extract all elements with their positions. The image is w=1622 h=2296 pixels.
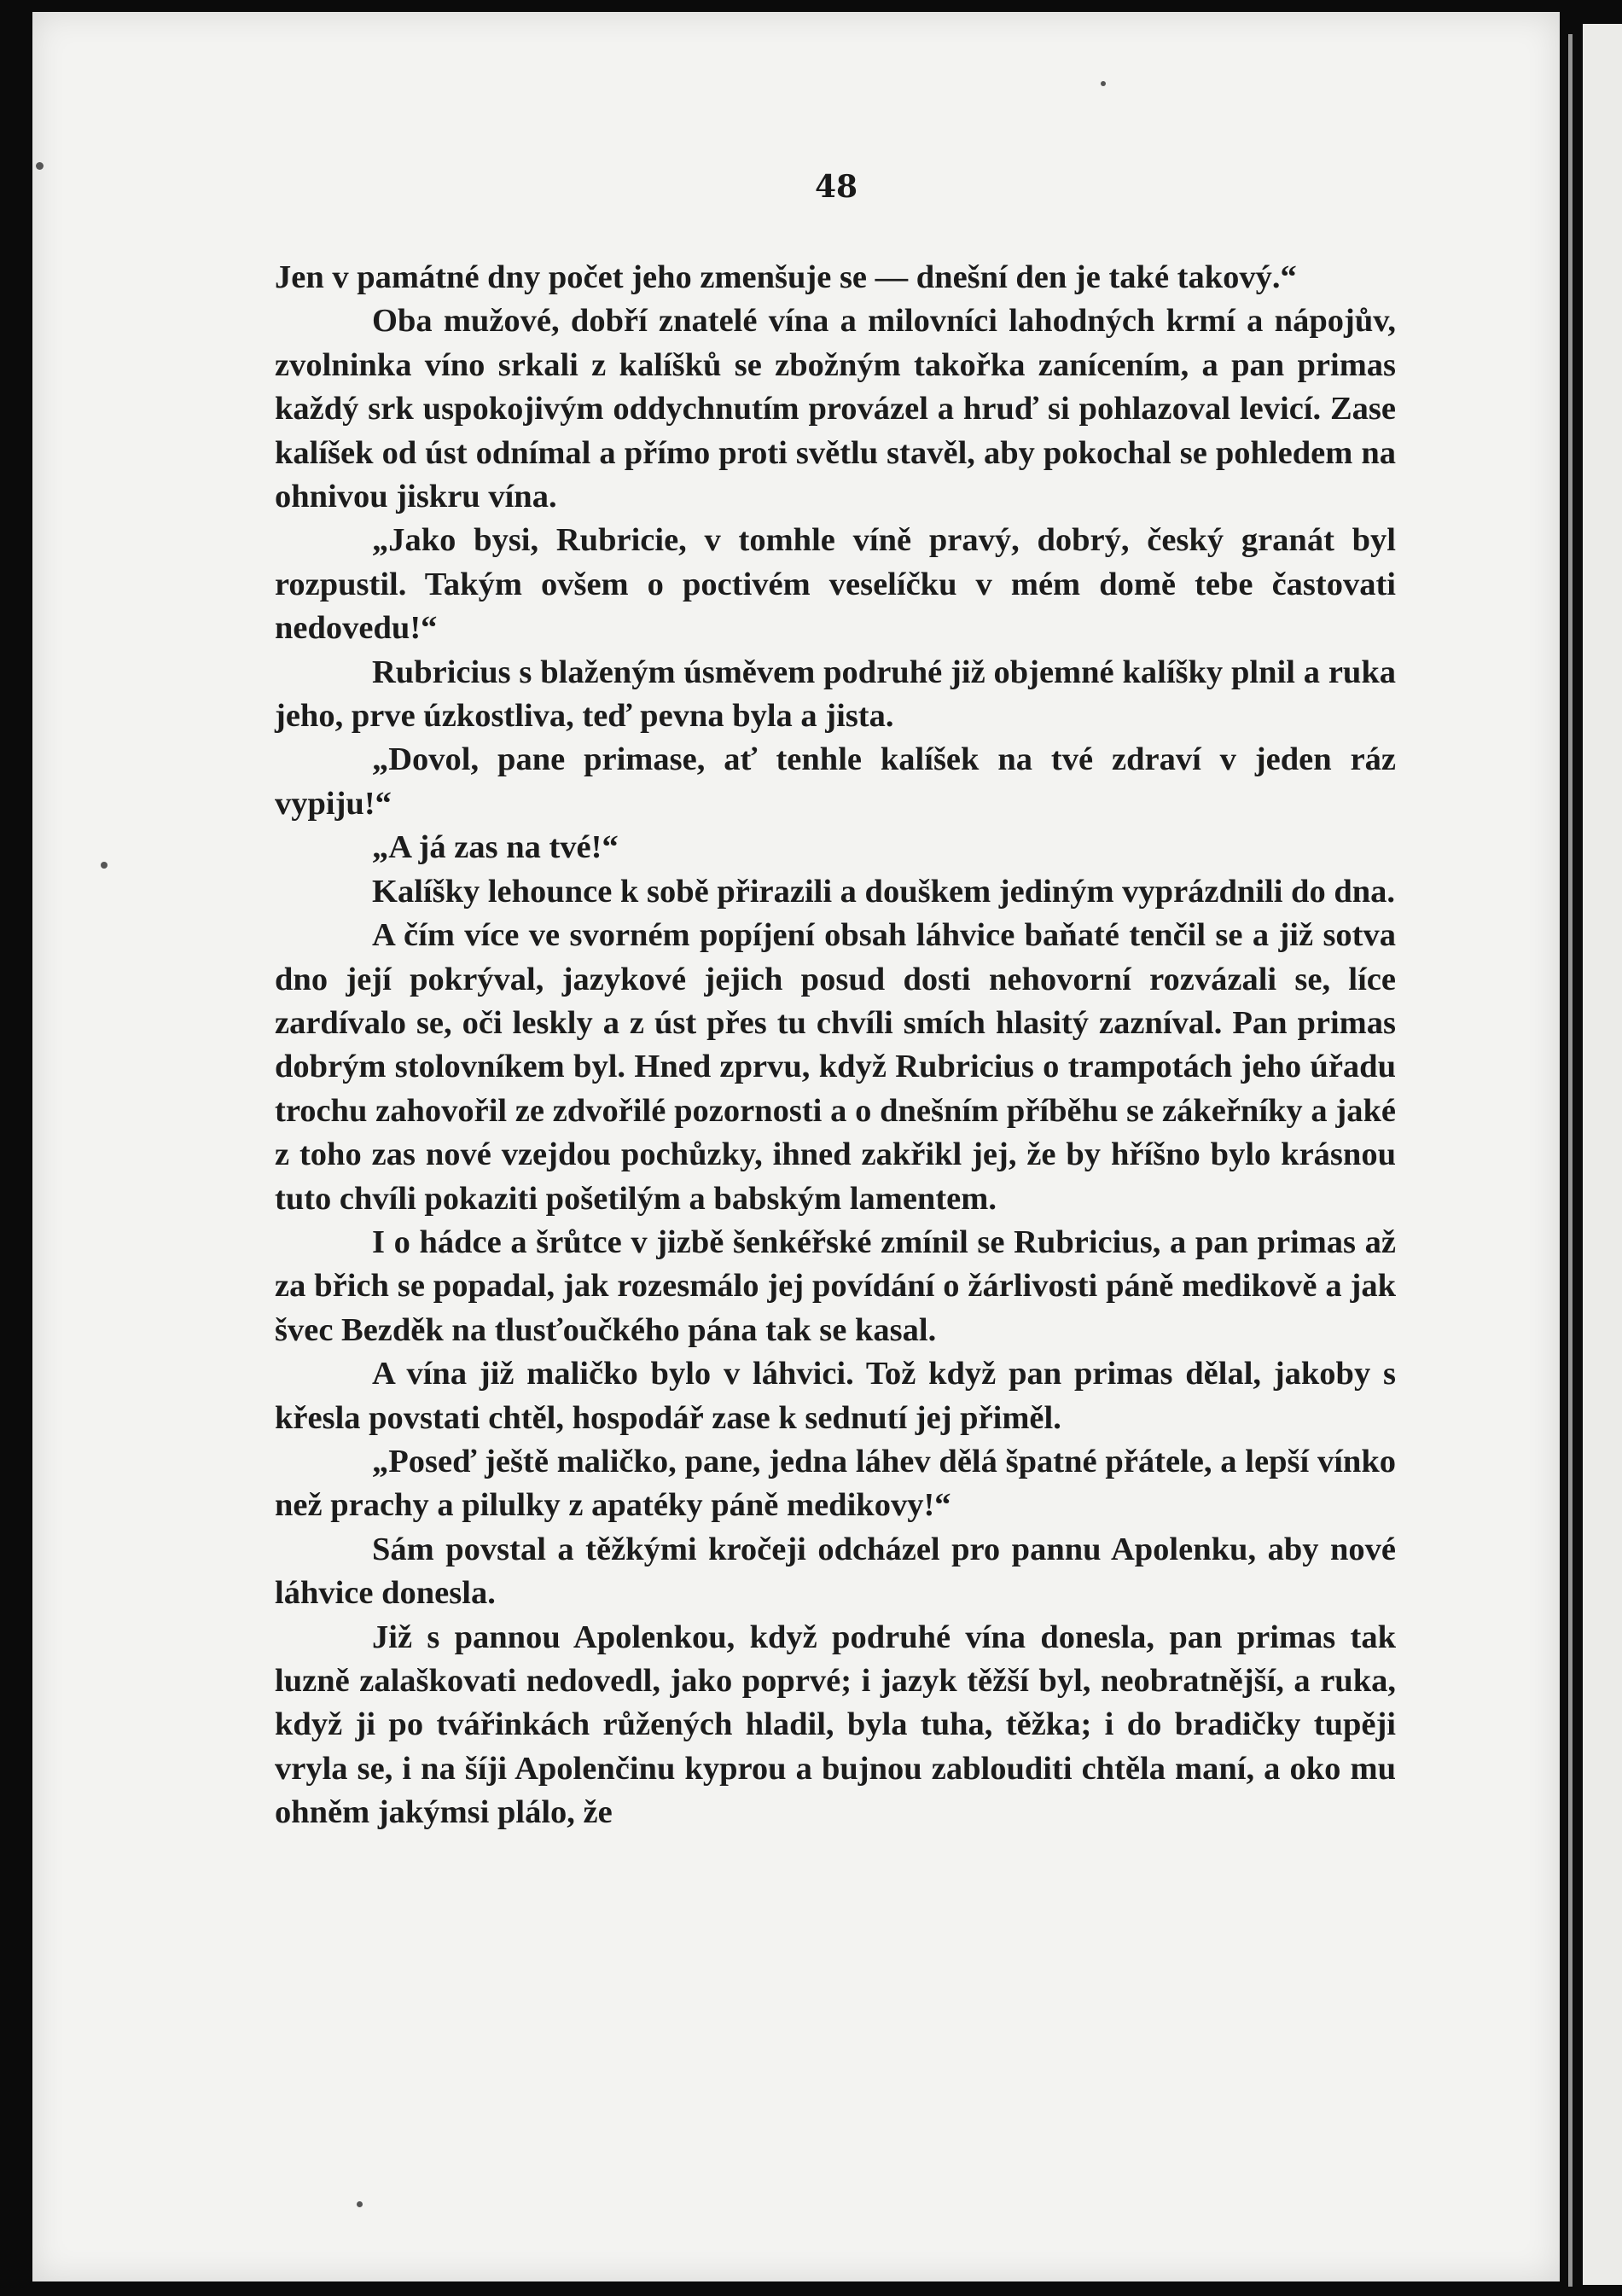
paragraph: „Poseď ještě maličko, pane, jedna láhev dělá špatné přátele, a lepší vínko než prachy a pilulky z apatéky páně medikovy!“: [275, 1443, 1396, 1524]
dust-speck: [36, 162, 44, 170]
page-number: 48: [815, 169, 858, 205]
paragraph: „Jako bysi, Rubricie, v tomhle víně pravý, dobrý, český granát byl rozpustil. Takým ovšem o poctivém veselíčku v mém domě tebe častovati nedovedu!“: [275, 522, 1396, 647]
paragraph: Sám povstal a těžkými kročeji odcházel pro pannu Apolenku, aby nové láhvice donesla.: [275, 1531, 1396, 1612]
paragraph: Rubricius s blaženým úsměvem podruhé již objemné kalíšky plnil a ruka jeho, prve úzkostliva, teď pevna byla a jista.: [275, 654, 1396, 735]
paragraph: Kalíšky lehounce k sobě přirazili a douškem jediným vyprázdnili do dna.: [372, 873, 1396, 910]
paragraph: A čím více ve svorném popíjení obsah láhvice baňaté tenčil se a již sotva dno její pokrýval, jazykové jejich posud dosti nehovorní rozvázali se, líce zardívalo se, oči leskly a z úst přes tu chvíli smích hlasitý zazníval. Pan primas dobrým stolovníkem byl. Hned zprvu, když Rubricius o trampotách jeho úřadu trochu zahovořil ze zdvořilé pozornosti a o dnešním příběhu se zákeřníky a jaké z toho zas nové vzejdou pochůzky, ihned zakřikl jej, že by hříšno bylo krásnou tuto chvíli pokaziti pošetilým a babským lamentem.: [275, 917, 1396, 1217]
dust-speck: [101, 862, 108, 869]
paragraph: Jen v památné dny počet jeho zmenšuje se — dnešní den je také takový.“: [275, 259, 1297, 295]
paragraph: A vína již maličko bylo v láhvici. Tož když pan primas dělal, jakoby s křesla povstati chtěl, hospodář zase k sednutí jej přiměl.: [275, 1356, 1396, 1436]
paragraph: „Dovol, pane primase, ať tenhle kalíšek na tvé zdraví v jeden ráz vypiju!“: [275, 741, 1396, 822]
page-edge: [1568, 34, 1573, 2287]
adjacent-page-edge: [1583, 24, 1622, 2285]
dust-speck: [357, 2201, 363, 2207]
paragraph: Již s pannou Apolenkou, když podruhé vína donesla, pan primas tak luzně zalaškovati nedovedl, jako poprvé; i jazyk těžší byl, neobratnější, a ruka, když ji po tvářinkách růžených hladil, byla tuha, těžka; i do bradičky tupěji vryla se, i na šíji Apolenčinu kyprou a bujnou zablouditi chtěla maní, a oko mu ohněm jakýmsi plálo, že: [275, 1619, 1396, 1831]
paragraph: Oba mužové, dobří znatelé vína a milovníci lahodných krmí a nápojův, zvolninka víno srkali z kalíšků se zbožným takořka zanícením, a pan primas každý srk uspokojivým oddychnutím provázel a hruď si pohlazoval levicí. Zase kalíšek od úst odnímal a přímo proti světlu stavěl, aby pokochal se pohledem na ohnivou jiskru vína.: [275, 303, 1396, 515]
paragraph: „A já zas na tvé!“: [372, 829, 619, 866]
body-text: [275, 256, 1396, 1835]
dust-speck: [1101, 81, 1106, 86]
paragraph: I o hádce a šrůtce v jizbě šenkéřské zmínil se Rubricius, a pan primas až za břich se popadal, jak rozesmálo jej povídání o žárlivosti páně medikově a jak švec Bezděk na tlusťoučkého pána tak se kasal.: [275, 1224, 1396, 1348]
